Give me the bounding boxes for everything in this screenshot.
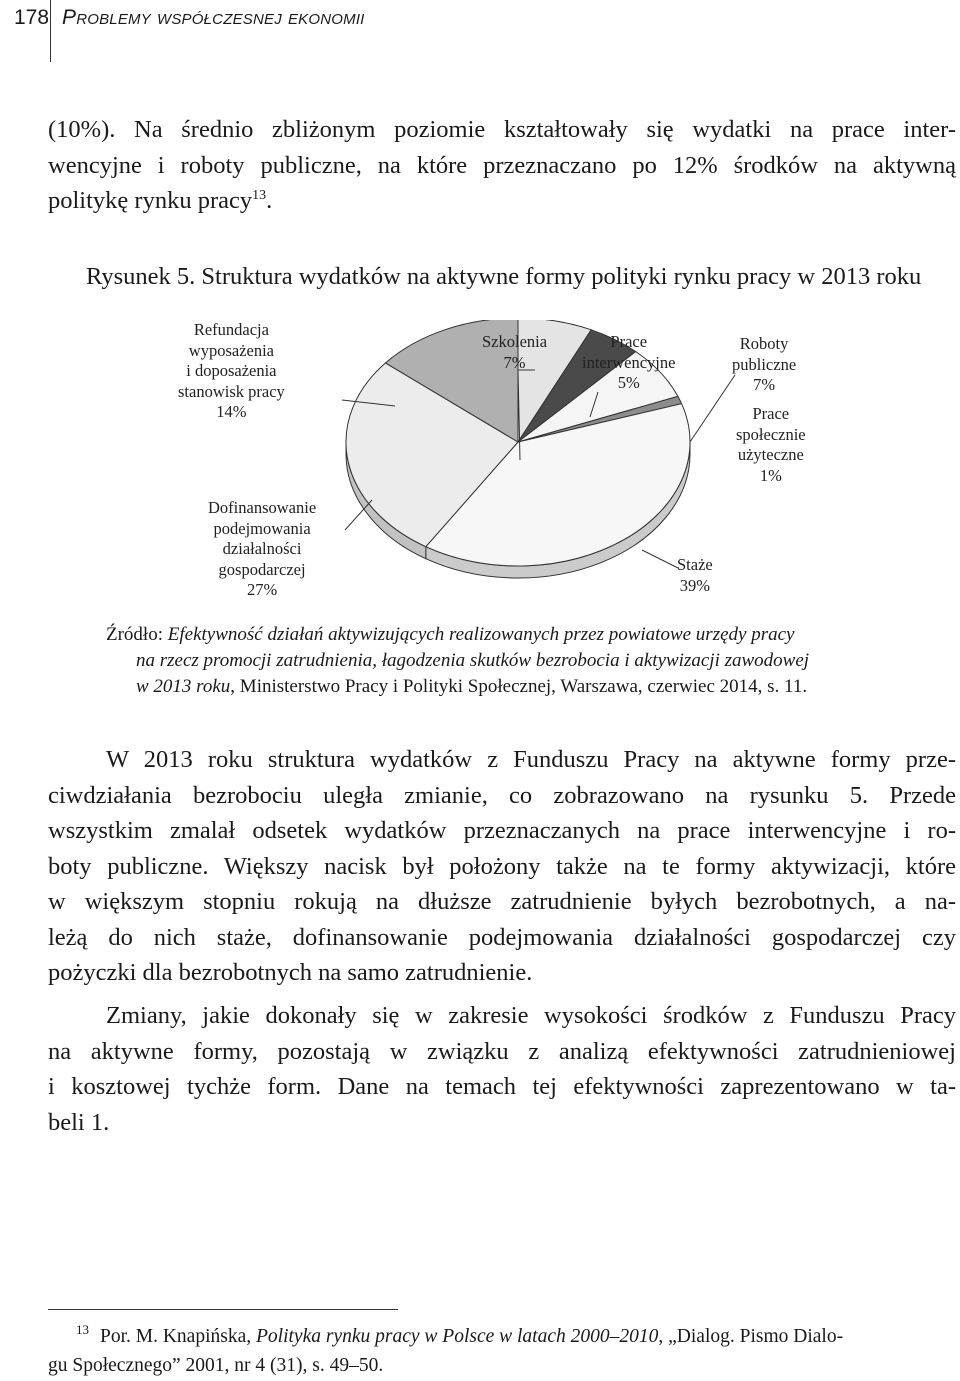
label-line: 7% xyxy=(753,375,776,394)
intro-tail: . xyxy=(266,187,273,214)
intro-paragraph xyxy=(48,112,956,219)
footnote xyxy=(48,1322,956,1380)
label-line: 27% xyxy=(246,580,278,599)
header-divider xyxy=(50,0,51,62)
source-title: Efektywność działań aktywizujących realizowanych przez powiatowe urzędy pracy xyxy=(167,624,795,645)
paragraph-line: pożyczki dla bezrobotnych na samo zatrudnienie. xyxy=(48,959,533,986)
label-line: Refundacja xyxy=(193,320,269,339)
leader-line xyxy=(690,375,735,442)
paragraph-line: W 2013 roku struktura wydatków z Funduszu Pracy na aktywne formy prze- xyxy=(106,746,956,773)
label-line: 39% xyxy=(679,575,710,595)
label-roboty-publiczne xyxy=(732,334,796,396)
footnote-author: Por. M. Knapińska, xyxy=(100,1326,256,1347)
paragraph-line: Zmiany, jakie dokonały się w zakresie wysokości środków z Funduszu Pracy xyxy=(106,1002,956,1029)
source-title: w 2013 roku xyxy=(136,676,231,697)
footnote-title: Polityka rynku pracy w Polsce w latach 2000–2010 xyxy=(256,1326,659,1347)
paragraph-line: leżą do nich staże, dofinansowanie podejmowania działalności gospodarczej czy xyxy=(48,923,956,951)
label-line: 1% xyxy=(759,465,782,485)
intro-line-last xyxy=(48,183,956,219)
source-line xyxy=(106,622,936,648)
page-number: 178 xyxy=(14,6,50,29)
label-line: użyteczne xyxy=(737,445,804,464)
footnote-rest: , „Dialog. Pismo Dialo- xyxy=(658,1326,844,1347)
label-line: gospodarczej xyxy=(218,559,306,579)
figure-title: Rysunek 5. Struktura wydatków na aktywne formy polityki rynku pracy w 2013 roku xyxy=(86,263,922,290)
paragraph-line: boty publiczne. Większy nacisk był położony także na te formy aktywizacji, które xyxy=(48,852,956,880)
page-header xyxy=(0,0,960,62)
source-line xyxy=(106,674,936,700)
source-line xyxy=(106,648,936,674)
paragraph-line: i kosztowej tychże form. Dane na temach tej efektywności zaprezentowano w ta- xyxy=(48,1073,956,1100)
label-line: 5% xyxy=(617,373,640,392)
label-line: podejmowania xyxy=(213,518,311,538)
label-line: działalności xyxy=(222,539,302,558)
label-line: Dofinansowanie xyxy=(208,498,317,517)
footnote-rule xyxy=(48,1309,398,1310)
label-line: wyposażenia xyxy=(188,340,274,360)
label-line: Roboty xyxy=(739,334,789,353)
label-line: 14% xyxy=(216,402,247,421)
label-line: Prace xyxy=(752,404,790,423)
label-prace-interwencyjne xyxy=(582,332,675,394)
label-szkolenia xyxy=(482,332,547,373)
paragraph-line: w większym stopniu rokują na dłuższe zatrudnienie byłych bezrobotnych, a na- xyxy=(48,888,956,915)
paragraph-line: beli 1. xyxy=(48,1108,110,1136)
paragraph-line: na aktywne formy, pozostają w związku z analizą efektywności zatrudnieniowej xyxy=(48,1037,956,1065)
footnote-line: gu Społecznego” 2001, nr 4 (31), s. 49–50. xyxy=(48,1355,384,1376)
intro-line: (10%). Na średnio zbliżonym poziomie kształtowały się wydatki na prace inter- xyxy=(48,116,956,143)
pie-chart xyxy=(180,320,840,610)
label-line: Prace xyxy=(610,332,648,351)
label-line: i doposażenia xyxy=(186,361,277,380)
running-title: Problemy współczesnej ekonomii xyxy=(62,6,365,29)
intro-line: wencyjne i roboty publiczne, na które przeznaczano po 12% środków na aktywną xyxy=(48,151,956,179)
label-staze xyxy=(677,555,713,596)
label-line: Staże xyxy=(677,555,713,574)
source-label: Źródło: xyxy=(106,624,163,645)
leader-line xyxy=(642,550,678,568)
source-publisher: , Ministerstwo Pracy i Polityki Społecznej, Warszawa, czerwiec 2014, s. 11. xyxy=(230,676,808,697)
paragraph-line: wszystkim zmalał odsetek wydatków przeznaczanych na prace interwencyjne i ro- xyxy=(48,817,956,844)
source-title: na rzecz promocji zatrudnienia, łagodzenia skutków bezrobocia i aktywizacji zawodowej xyxy=(136,650,810,671)
label-line: 7% xyxy=(503,352,526,372)
label-line: społecznie xyxy=(736,424,806,444)
label-line: stanowisk pracy xyxy=(178,381,285,401)
label-line: publiczne xyxy=(732,354,797,374)
paragraph-1 xyxy=(48,742,956,991)
label-refundacja xyxy=(178,320,285,423)
paragraph-2 xyxy=(48,998,956,1140)
intro-line: politykę rynku pracy xyxy=(48,187,253,214)
paragraph-line: ciwdziałania bezrobociu uległa zmianie, co zobrazowano na rysunku 5. Przede xyxy=(48,781,956,809)
footnote-line: 13 Por. M. Knapińska, Polityka rynku pracy w Polsce w latach 2000–2010, „Dialog. Pismo Dialo- xyxy=(76,1322,844,1347)
footnote-ref: 13 xyxy=(252,188,267,203)
label-dofinansowanie xyxy=(208,498,316,601)
label-line: Szkolenia xyxy=(482,332,548,351)
label-prace-spoleczne xyxy=(736,404,806,486)
label-line: interwencyjne xyxy=(582,352,676,372)
figure-source xyxy=(106,622,936,700)
